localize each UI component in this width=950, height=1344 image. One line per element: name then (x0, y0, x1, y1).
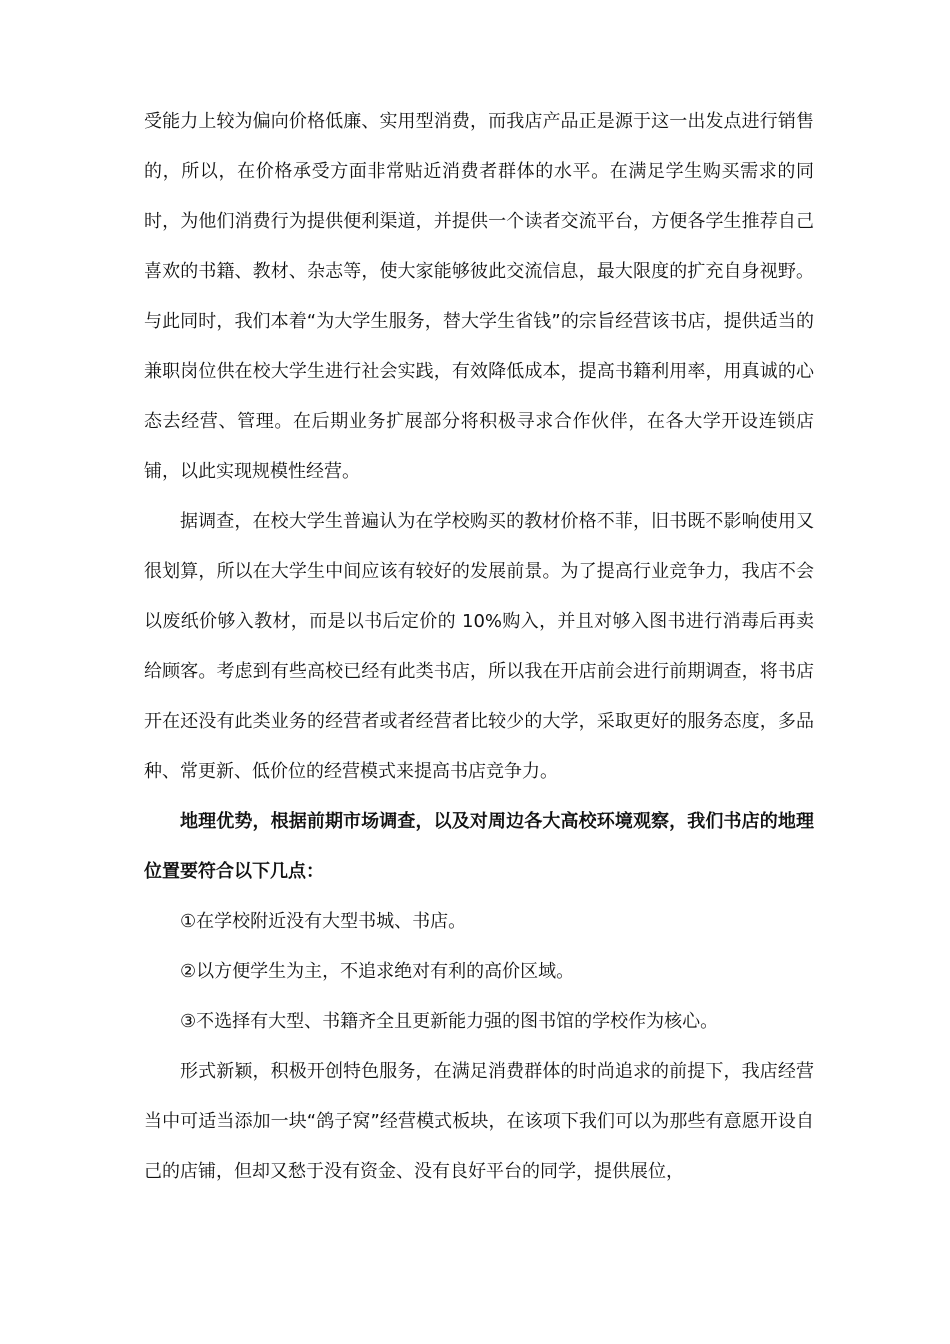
list-item-location-2: ②以方便学生为主，不追求绝对有利的高价区域。 (180, 961, 575, 982)
paragraph-location-heading: 地理优势，根据前期市场调查，以及对周边各大高校环境观察，我们书店的地理位置要符合以下几点： (144, 811, 814, 882)
list-item-location-1: ①在学校附近没有大型书城、书店。 (180, 911, 467, 932)
paragraph-survey: 据调查，在校大学生普遍认为在学校购买的教材价格不菲，旧书既不影响使用又很划算，所以在大学生中间应该有较好的发展前景。为了提高行业竞争力，我店不会以废纸价够入教材，而是以书后定价的 10%购入，并且对够入图书进行消毒后再卖给顾客。考虑到有些高校已经有此类书店，所以我在开店前会进行前期调查，将书店开在还没有此类业务的经营者或者经营者比较少的大学，采取更好的服务态度，多品种、常更新、低价位的经营模式来提高书店竞争力。 (144, 511, 814, 782)
paragraph-special-service: 形式新颖，积极开创特色服务，在满足消费群体的时尚追求的前提下，我店经营当中可适当添加一块“鸽子窝”经营模式板块，在该项下我们可以为那些有意愿开设自己的店铺，但却又愁于没有资金、没有良好平台的同学，提供展位， (144, 1061, 814, 1182)
list-item-location-3: ③不选择有大型、书籍齐全且更新能力强的图书馆的学校作为核心。 (180, 1011, 719, 1032)
document-body (144, 97, 814, 1197)
paragraph-market-positioning: 受能力上较为偏向价格低廉、实用型消费，而我店产品正是源于这一出发点进行销售的，所以，在价格承受方面非常贴近消费者群体的水平。在满足学生购买需求的同时，为他们消费行为提供便利渠道，并提供一个读者交流平台，方便各学生推荐自己喜欢的书籍、教材、杂志等，使大家能够彼此交流信息，最大限度的扩充自身视野。与此同时，我们本着“为大学生服务，替大学生省钱”的宗旨经营该书店，提供适当的兼职岗位供在校大学生进行社会实践，有效降低成本，提高书籍利用率，用真诚的心态去经营、管理。在后期业务扩展部分将积极寻求合作伙伴，在各大学开设连锁店铺，以此实现规模性经营。 (144, 111, 814, 482)
